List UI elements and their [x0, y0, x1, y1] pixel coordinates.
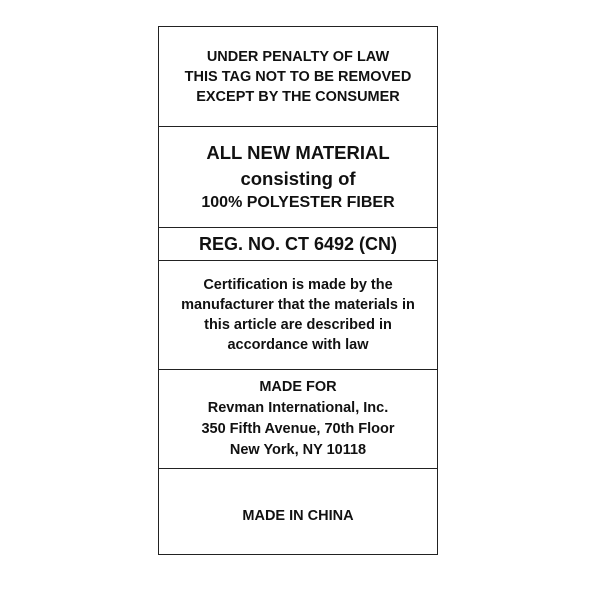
origin-text: MADE IN CHINA	[242, 508, 354, 524]
address-line-2: New York, NY 10118	[229, 441, 367, 458]
company-name: Revman International, Inc.	[207, 399, 389, 416]
material-title: ALL NEW MATERIAL	[206, 141, 390, 163]
made-for-block	[159, 369, 437, 468]
penalty-line-3: EXCEPT BY THE CONSUMER	[196, 88, 400, 105]
penalty-line-1: UNDER PENALTY OF LAW	[206, 48, 390, 65]
material-content	[159, 126, 437, 227]
registration-number	[159, 227, 437, 260]
address-line-1: 350 Fifth Avenue, 70th Floor	[201, 420, 395, 437]
penalty-notice	[159, 27, 437, 126]
certification-line-1: Certification is made by the	[203, 276, 393, 293]
certification-line-2: manufacturer that the materials in	[181, 296, 415, 313]
material-subtitle: consisting of	[240, 167, 356, 189]
penalty-line-2: THIS TAG NOT TO BE REMOVED	[184, 68, 412, 85]
certification-line-3: this article are described in	[204, 316, 392, 333]
material-fiber: 100% POLYESTER FIBER	[201, 193, 395, 211]
law-tag	[158, 26, 438, 555]
origin-block	[159, 468, 437, 554]
registration-text: REG. NO. CT 6492 (CN)	[198, 233, 398, 254]
certification-statement	[159, 260, 437, 369]
certification-line-4: accordance with law	[227, 336, 369, 353]
made-for-heading: MADE FOR	[259, 378, 337, 395]
